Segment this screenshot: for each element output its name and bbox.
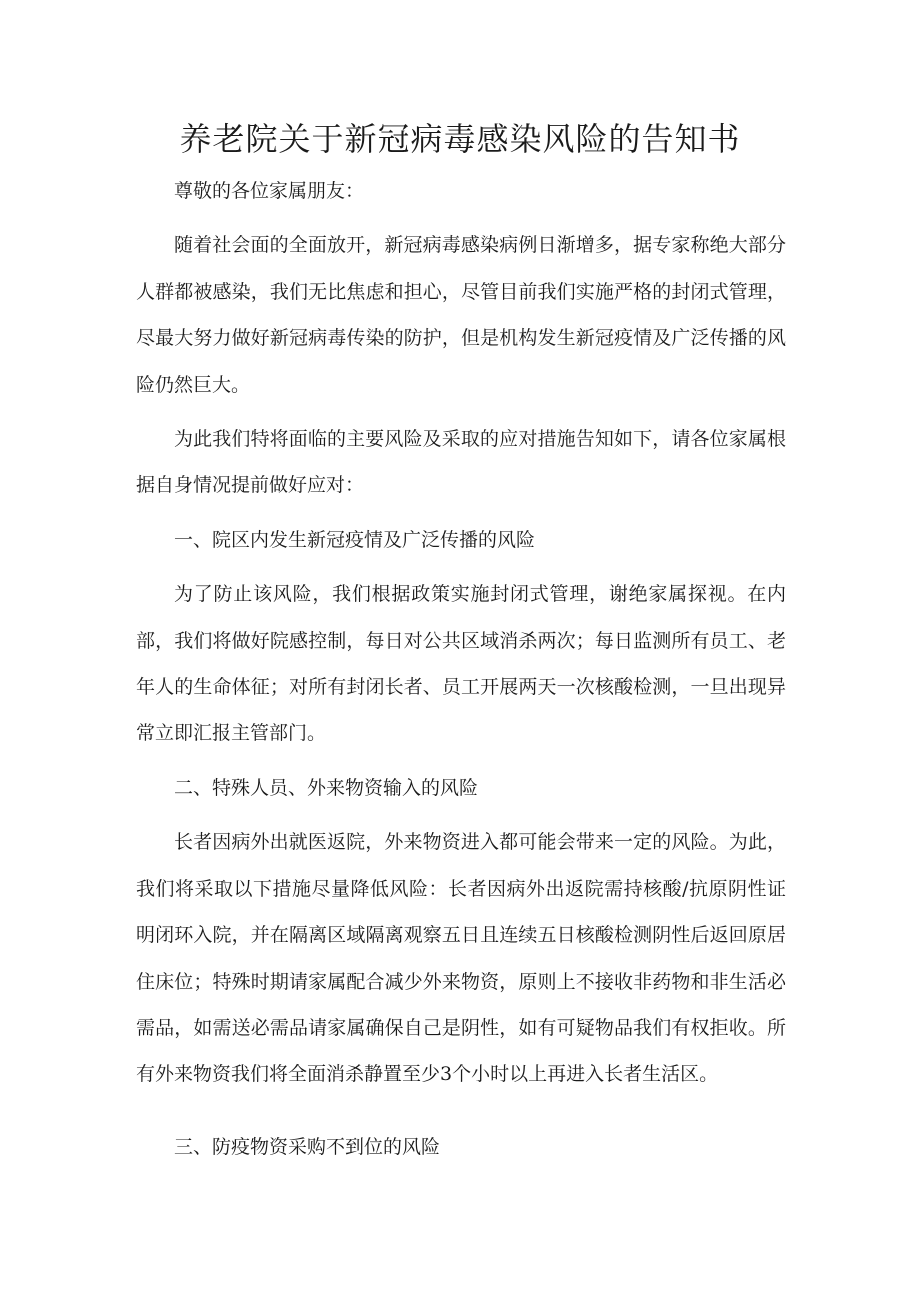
paragraph-notice: 为此我们特将面临的主要风险及采取的应对措施告知如下，请各位家属根据自身情况提前做好应对： bbox=[136, 428, 786, 497]
paragraph-intro: 随着社会面的全面放开，新冠病毒感染病例日渐增多，据专家称绝大部分人群都被感染，我们无比焦虑和担心，尽管目前我们实施严格的封闭式管理，尽最大努力做好新冠病毒传染的防护，但是机构发生新冠疫情及广泛传播的风险仍然巨大。 bbox=[136, 234, 786, 396]
section-heading-2: 二、特殊人员、外来物资输入的风险 bbox=[174, 776, 479, 799]
document-body bbox=[136, 168, 786, 1170]
section-heading-1: 一、院区内发生新冠疫情及广泛传播的风险 bbox=[174, 528, 536, 551]
section-heading-3: 三、防疫物资采购不到位的风险 bbox=[174, 1135, 441, 1158]
paragraph-section-1: 为了防止该风险，我们根据政策实施封闭式管理，谢绝家属探视。在内部，我们将做好院感控制，每日对公共区域消杀两次；每日监测所有员工、老年人的生命体征；对所有封闭长者、员工开展两天一次核酸检测，一旦出现异常立即汇报主管部门。 bbox=[136, 583, 786, 745]
document-title: 养老院关于新冠病毒感染风险的告知书 bbox=[179, 120, 741, 158]
greeting: 尊敬的各位家属朋友： bbox=[174, 180, 365, 202]
paragraph-section-2: 长者因病外出就医返院，外来物资进入都可能会带来一定的风险。为此，我们将采取以下措施尽量降低风险：长者因病外出返院需持核酸/抗原阴性证明闭环入院，并在隔离区域隔离观察五日且连续五日核酸检测阴性后返回原居住床位；特殊时期请家属配合减少外来物资，原则上不接收非药物和非生活必需品，如需送必需品请家属确保自己是阴性，如有可疑物品我们有权拒收。所有外来物资我们将全面消杀静置至少3个小时以上再进入长者生活区。 bbox=[136, 831, 786, 1086]
